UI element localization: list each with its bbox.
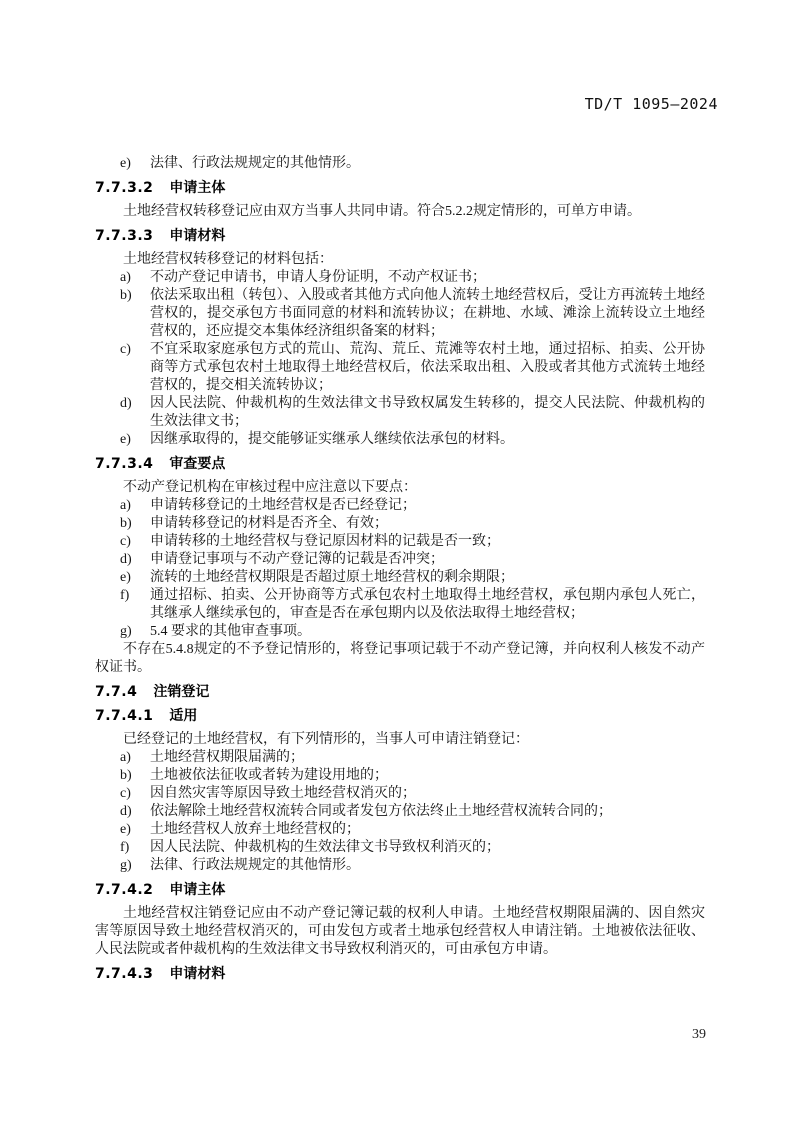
list-item-label: f) <box>120 840 130 855</box>
section-heading <box>95 881 705 899</box>
page-number: 39 <box>692 1027 706 1042</box>
list-item-text: 土地经营权期限届满的； <box>150 750 304 765</box>
list-item <box>95 785 705 803</box>
list-item-label: a) <box>120 498 131 513</box>
section-heading <box>95 227 705 245</box>
list-item-text: 5.4 要求的其他审查事项。 <box>150 624 311 639</box>
section-heading <box>95 965 705 983</box>
list-item-label: b) <box>120 768 132 783</box>
list-item-text: 申请转移登记的土地经营权是否已经登记； <box>150 498 416 513</box>
body-paragraph: 不存在5.4.8规定的不予登记情形的，将登记事项记载于不动产登记簿，并向权利人核发不动产权证书。 <box>95 642 705 675</box>
list-item <box>95 287 705 341</box>
list-item <box>95 497 705 515</box>
section-title: 适用 <box>169 708 198 724</box>
section-title: 审查要点 <box>169 456 226 472</box>
section-number: 7.7.4.3 <box>95 966 154 982</box>
section-title: 注销登记 <box>153 684 210 700</box>
list-item-text: 通过招标、拍卖、公开协商等方式承包农村土地取得土地经营权，承包期内承包人死亡，其继承人继续承包的，审查是否在承包期内以及依法取得土地经营权； <box>150 588 705 621</box>
list-item-label: b) <box>120 288 132 303</box>
list-item-text: 土地被依法征收或者转为建设用地的； <box>150 768 388 783</box>
list-item-label: f) <box>120 588 130 603</box>
list-item <box>95 569 705 587</box>
list-item <box>95 803 705 821</box>
lettered-list <box>95 155 705 173</box>
list-item <box>95 821 705 839</box>
section-number: 7.7.4 <box>95 684 138 700</box>
list-item <box>95 767 705 785</box>
list-item <box>95 551 705 569</box>
list-item-text: 因自然灾害等原因导致土地经营权消灭的； <box>150 786 416 801</box>
list-item-label: e) <box>120 432 131 447</box>
list-item-text: 不动产登记申请书，申请人身份证明，不动产权证书； <box>150 270 486 285</box>
list-item-text: 依法解除土地经营权流转合同或者发包方依法终止土地经营权流转合同的； <box>150 804 612 819</box>
list-item-label: d) <box>120 552 132 567</box>
body-paragraph: 土地经营权注销登记应由不动产登记簿记载的权利人申请。土地经营权期限届满的、因自然灾害等原因导致土地经营权消灭的，可由发包方或者土地承包经营权人申请注销。土地被依法征收、人民法院或者仲裁机构的生效法律文书导致权利消灭的，可由承包方申请。 <box>95 906 705 957</box>
list-item-text: 流转的土地经营权期限是否超过原土地经营权的剩余期限； <box>150 570 514 585</box>
section-number: 7.7.4.2 <box>95 882 154 898</box>
list-item-text: 申请转移的土地经营权与登记原因材料的记载是否一致； <box>150 534 500 549</box>
list-item <box>95 749 705 767</box>
list-item <box>95 155 705 173</box>
section-heading <box>95 179 705 197</box>
list-item-text: 申请转移登记的材料是否齐全、有效； <box>150 516 388 531</box>
section-heading <box>95 683 705 701</box>
body-paragraph: 已经登记的土地经营权，有下列情形的，当事人可申请注销登记： <box>123 732 529 747</box>
lettered-list <box>95 269 705 449</box>
list-item-text: 申请登记事项与不动产登记簿的记载是否冲突； <box>150 552 444 567</box>
list-item <box>95 857 705 875</box>
section-number: 7.7.3.2 <box>95 180 154 196</box>
list-item-label: a) <box>120 270 131 285</box>
list-item <box>95 533 705 551</box>
list-item <box>95 395 705 431</box>
lettered-list <box>95 749 705 875</box>
list-item <box>95 587 705 623</box>
section-title: 申请主体 <box>169 180 226 196</box>
section-title: 申请材料 <box>169 228 226 244</box>
list-item-text: 土地经营权人放弃土地经营权的； <box>150 822 360 837</box>
list-item-text: 因人民法院、仲裁机构的生效法律文书导致权属发生转移的，提交人民法院、仲裁机构的生效法律文书； <box>150 396 705 429</box>
list-item-text: 法律、行政法规规定的其他情形。 <box>150 858 360 873</box>
lettered-list <box>95 497 705 641</box>
section-number: 7.7.3.3 <box>95 228 154 244</box>
body-paragraph: 土地经营权转移登记应由双方当事人共同申请。符合5.2.2规定情形的，可单方申请。 <box>123 204 641 219</box>
list-item-label: g) <box>120 858 132 873</box>
list-item-text: 因继承取得的，提交能够证实继承人继续依法承包的材料。 <box>150 432 514 447</box>
list-item-label: g) <box>120 624 132 639</box>
list-item <box>95 515 705 533</box>
section-title: 申请材料 <box>169 966 226 982</box>
list-item-label: e) <box>120 156 131 171</box>
section-number: 7.7.3.4 <box>95 456 154 472</box>
list-item-text: 不宜采取家庭承包方式的荒山、荒沟、荒丘、荒滩等农村土地，通过招标、拍卖、公开协商等方式承包农村土地取得土地经营权后，依法采取出租、入股或者其他方式流转土地经营权的，提交相关流转协议； <box>150 342 705 393</box>
list-item <box>95 431 705 449</box>
list-item-label: c) <box>120 786 131 801</box>
section-heading <box>95 707 705 725</box>
list-item <box>95 269 705 287</box>
section-heading <box>95 455 705 473</box>
list-item-label: a) <box>120 750 131 765</box>
list-item-label: e) <box>120 822 131 837</box>
list-item <box>95 341 705 395</box>
list-item-label: e) <box>120 570 131 585</box>
standard-code: TD/T 1095—2024 <box>584 95 718 113</box>
list-item-text: 因人民法院、仲裁机构的生效法律文书导致权利消灭的； <box>150 840 500 855</box>
section-number: 7.7.4.1 <box>95 708 154 724</box>
section-title: 申请主体 <box>169 882 226 898</box>
list-item-label: b) <box>120 516 132 531</box>
list-item-text: 法律、行政法规规定的其他情形。 <box>150 156 360 171</box>
list-item-label: d) <box>120 804 132 819</box>
body-paragraph: 不动产登记机构在审核过程中应注意以下要点： <box>123 480 417 495</box>
list-item-label: c) <box>120 534 131 549</box>
body-paragraph: 土地经营权转移登记的材料包括： <box>123 252 333 267</box>
list-item <box>95 623 705 641</box>
list-item-label: d) <box>120 396 132 411</box>
list-item-label: c) <box>120 342 131 357</box>
list-item-text: 依法采取出租（转包）、入股或者其他方式向他人流转土地经营权后，受让方再流转土地经营权的，提交承包方书面同意的材料和流转协议；在耕地、水域、滩涂上流转设立土地经营权的，还应提交本集体经济组织备案的材料； <box>150 288 705 339</box>
list-item <box>95 839 705 857</box>
document-body <box>95 155 705 989</box>
